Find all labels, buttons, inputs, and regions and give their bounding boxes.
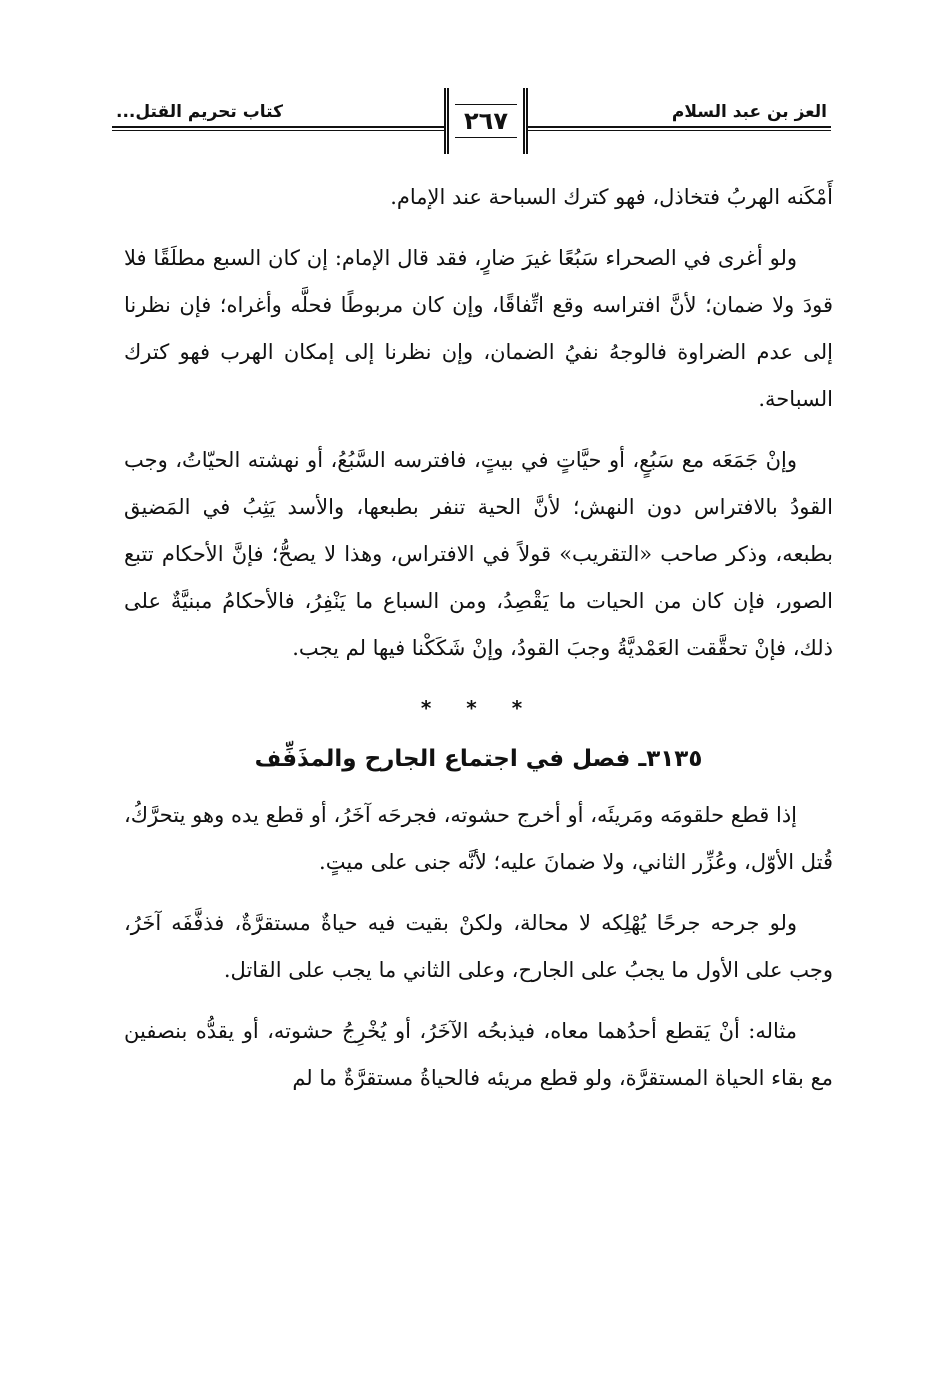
paragraph: ولو أغرى في الصحراء سَبُعًا غيرَ ضارٍ، فقد قال الإمام: إن كان السبع مطلَقًا فلا قودَ ولا ضمان؛ لأنَّ افتراسه وقع اتِّفاقًا، وإن كان مربوطًا فحلَّه وأغراه؛ فإن نظرنا إلى عدم الضراوة فالوجهُ نفيُ الضمان، وإن نظرنا إلى إمكان الهرب فهو كترك السباحة.	[124, 246, 833, 411]
paragraph: إذا قطع حلقومَه ومَريئَه، أو أخرج حشوته، فجرحَه آخَرُ، أو قطع يده وهو يتحرَّكُ، قُتل الأوّل، وعُزِّر الثاني، ولا ضمانَ عليه؛ لأنَّه جنى على ميتٍ.	[124, 803, 833, 874]
paragraph: وإنْ جَمَعَه مع سَبُعٍ، أو حيَّاتٍ في بيتٍ، فافترسه السَّبُعُ، أو نهشته الحيّاتُ، وجب القودُ بالافتراس دون النهش؛ لأنَّ الحية تنفر بطبعها، والأسد يَثِبُ في المَضيق بطبعه، وذكر صاحب «التقريب» قولاً في الافتراس، وهذا لا يصحُّ؛ فإنَّ الأحكام تتبع الصور، فإن كان من الحيات ما يَقْصِدُ، ومن السباع ما يَنْفِرُ، فالأحكامُ مبنيَّةٌ على ذلك، فإنْ تحقَّقت العَمْديَّةُ وجبَ القودُ، وإنْ شَكَكْنا فيها لم يجب.	[124, 448, 833, 660]
page-number-frame	[444, 88, 528, 154]
page-body	[124, 174, 833, 1116]
page-number: ٢٦٧	[464, 107, 508, 135]
paragraph-continuation: أَمْكَنه الهربُ فتخاذل، فهو كترك السباحة عند الإمام.	[390, 185, 833, 209]
paragraph: ولو جرحه جرحًا يُهْلِكه لا محالة، ولكنْ بقيت فيه حياةٌ مستقرَّةٌ، فذفَّفَه آخَرُ، وجب على الأول ما يجبُ على الجارح، وعلى الثاني ما يجب على القاتل.	[124, 911, 833, 982]
running-header-author: العز بن عبد السلام	[671, 102, 827, 122]
paragraph: مثاله: أنْ يَقطع أحدُهما معاه، فيذبحُه الآخَرُ، أو يُخْرِجُ حشوته، أو يقدُّه بنصفين مع بقاء الحياة المستقرَّة، ولو قطع مريئه فالحياةُ مستقرَّةٌ ما لم	[124, 1019, 833, 1090]
running-header-book-title: كتاب تحريم القتل...	[116, 102, 283, 122]
section-heading: ٣١٣٥ـ فصل في اجتماع الجارح والمذَفِّف	[254, 746, 703, 772]
section-divider-asterisks: * * *	[420, 696, 537, 720]
running-header	[112, 86, 831, 162]
